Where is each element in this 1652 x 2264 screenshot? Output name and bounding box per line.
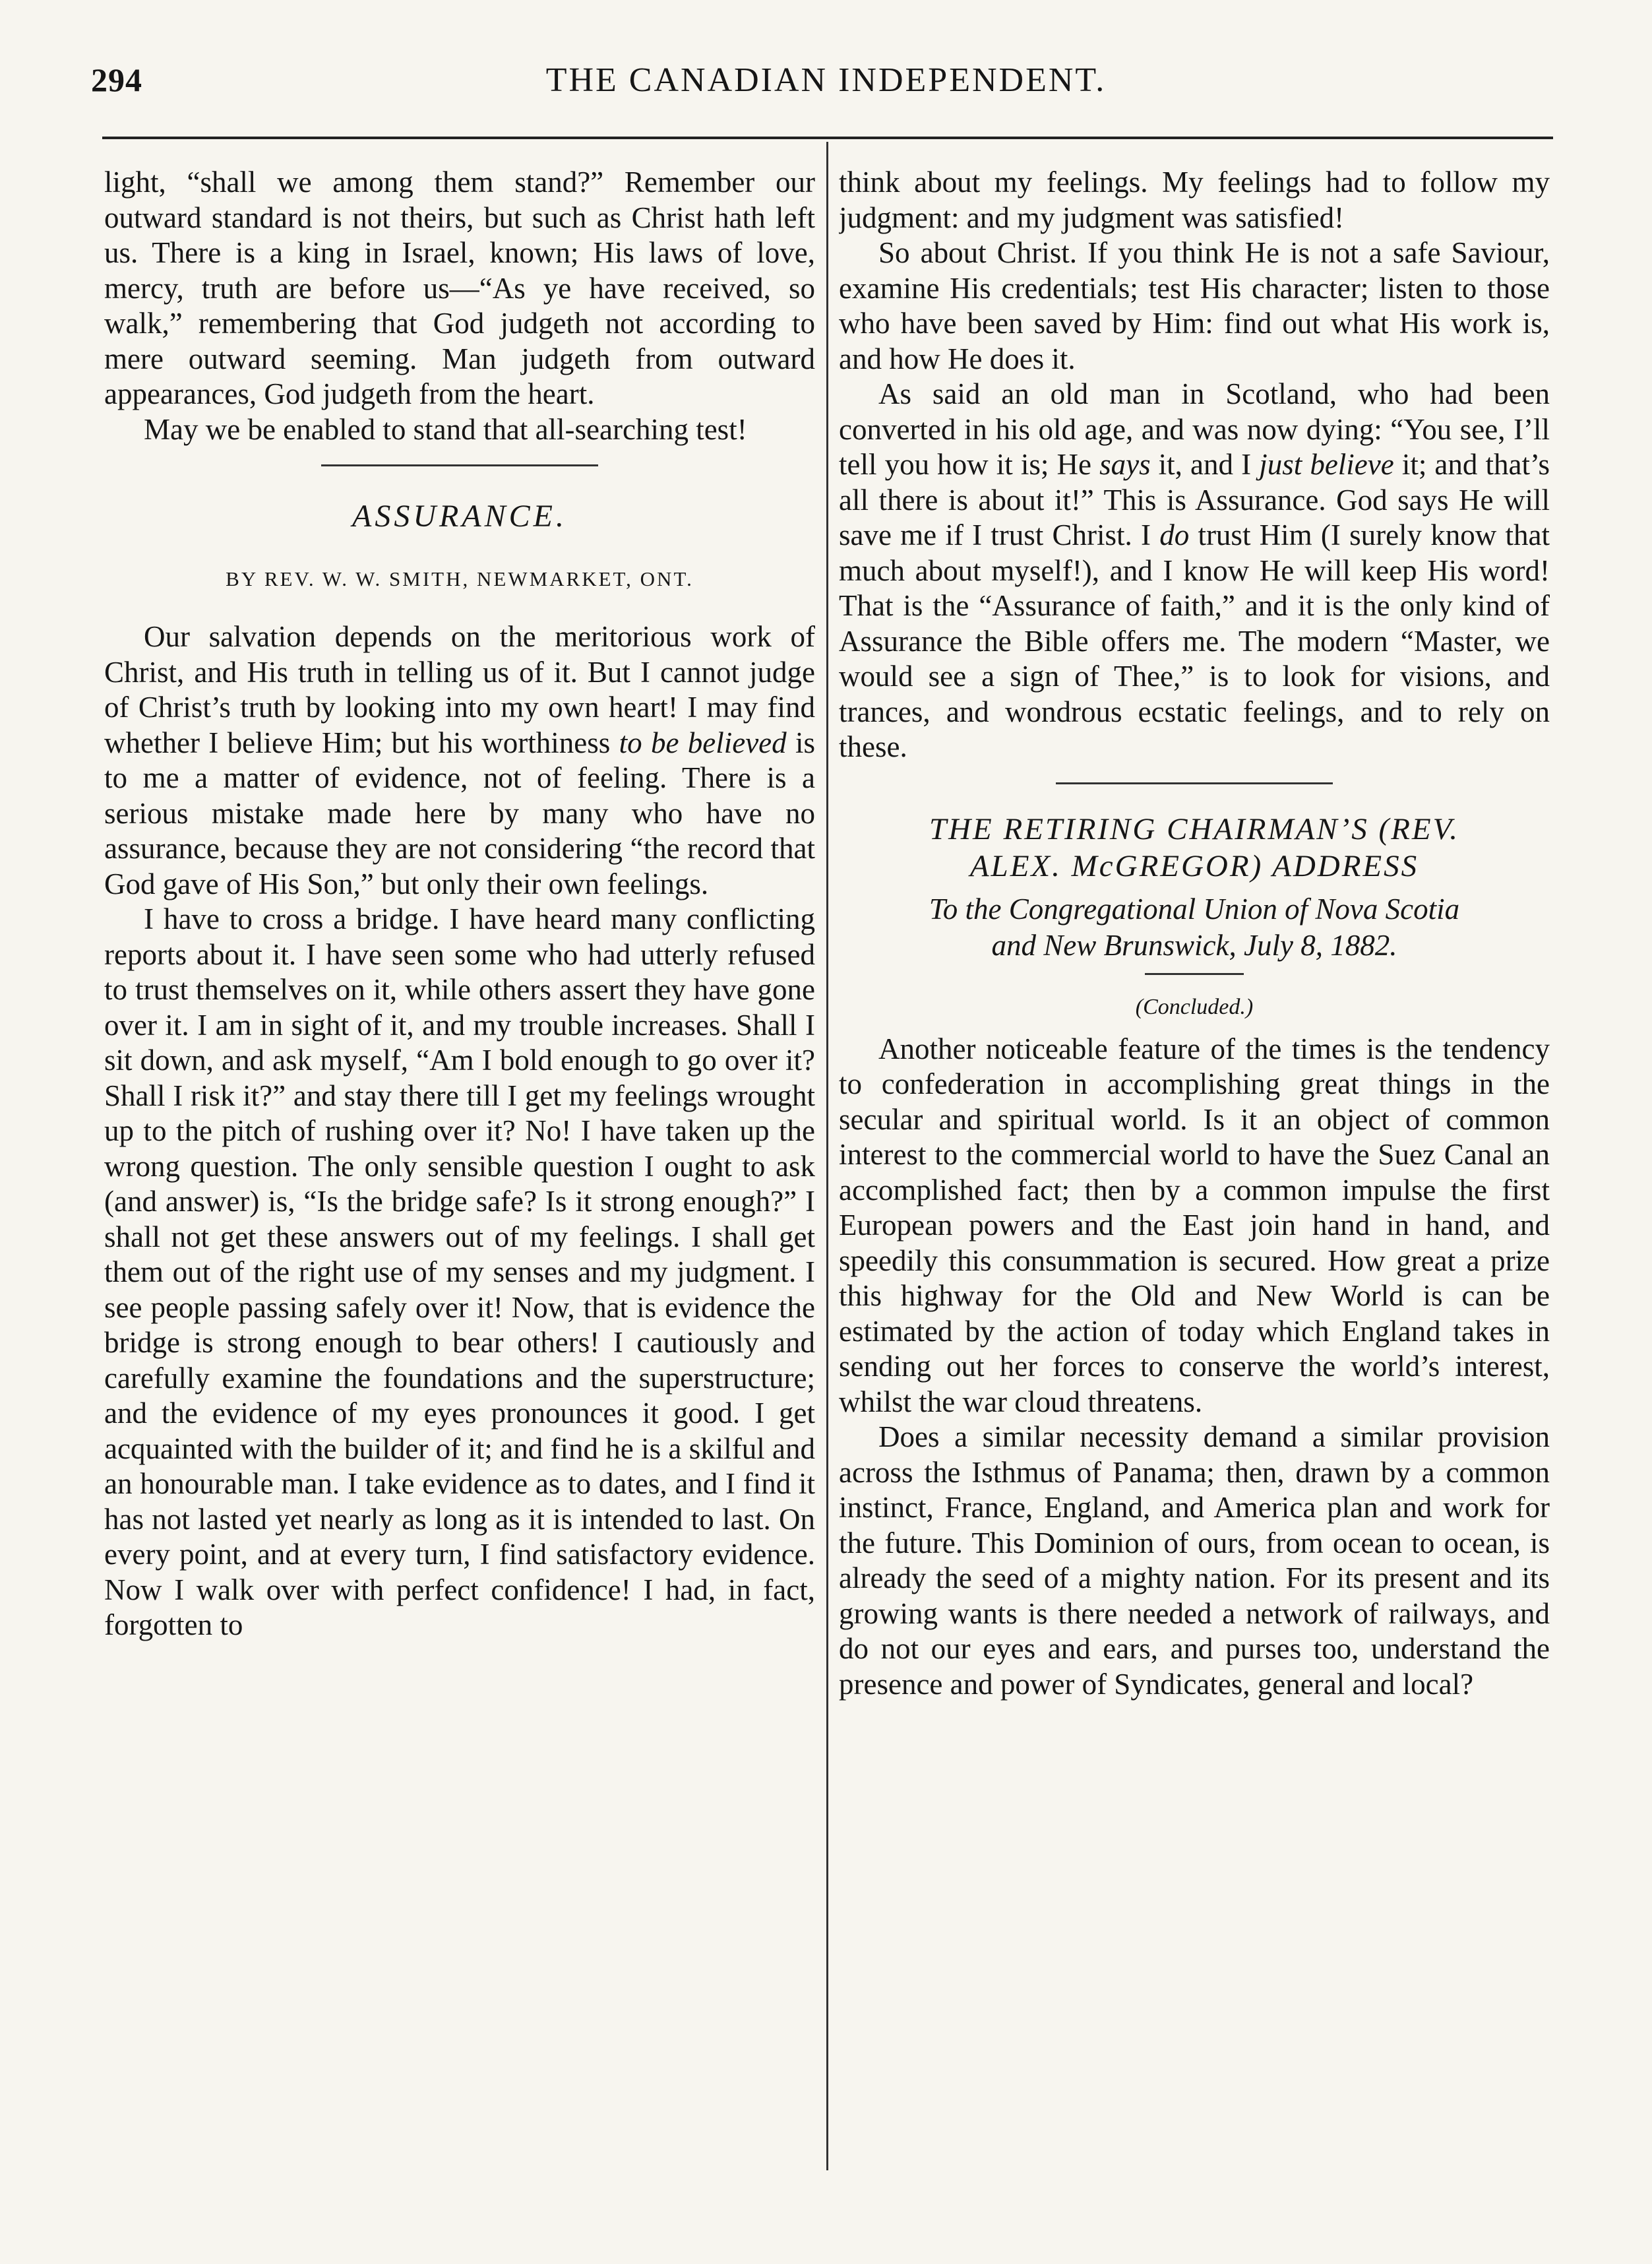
paragraph: So about Christ. If you think He is not a safe Saviour, examine His credentials; test His character; listen to those who have been saved by Him: find out what His work is, and how He does it. bbox=[839, 236, 1550, 375]
paragraph bbox=[104, 619, 815, 902]
paragraph: I have to cross a bridge. I have heard many conflicting reports about it. I have seen some who had utterly refused to trust themselves on it, while others assert they have gone over it. I am in sight of it, and my trouble increases. Shall I sit down, and ask myself, “Am I bold enough to go over it? Shall I risk it?” and stay there till I get my feelings wrought up to the pitch of rushing over it? No! I have taken up the wrong question. The only sensible question I ought to ask (and answer) is, “Is the bridge safe? Is it strong enough?” I shall not get these answers out of my feelings. I shall get them out of the right use of my senses and my judgment. I see people passing safely over it! Now, that is evidence the bridge is strong enough to bear others! I cautiously and carefully examine the foundations and the superstructure; and the evidence of my eyes pronounces it good. I get acquainted with the builder of it; and find he is a skilful and an honourable man. I take evidence as to dates, and I find it has not lasted yet nearly as long as it is intended to last. On every point, and at every turn, I find satisfactory evidence. Now I walk over with perfect confidence! I had, in fact, forgotten to bbox=[104, 902, 815, 1641]
article-title-line: ALEX. McGREGOR) ADDRESS bbox=[969, 848, 1419, 883]
paragraph: May we be enabled to stand that all-searching test! bbox=[144, 412, 747, 446]
text-run: trust Him (I surely know that much about myself!), and I know He will keep His word! That is the “Assurance of faith,” and it is the only kind of Assurance the Bible offers me. The modern “Master, we would see a sign of Thee,” is to look for visions, and trances, and wondrous ecstatic feelings, and to rely on these. bbox=[839, 519, 1550, 763]
column-rule bbox=[826, 142, 828, 2170]
section-rule bbox=[1145, 973, 1244, 975]
left-column bbox=[104, 165, 815, 2184]
page-number: 294 bbox=[91, 61, 142, 98]
text-run: it, and I bbox=[1150, 448, 1260, 481]
header-rule bbox=[102, 137, 1553, 139]
article-subtitle-line: and New Brunswick, July 8, 1882. bbox=[991, 928, 1397, 962]
emphasis: do bbox=[1159, 519, 1190, 551]
text-run: is to me a matter of evidence, not of feeling. There is a serious mistake made here by many who have no assurance, because they are not considering “the record that God gave of His Son,” but only their own feelings. bbox=[104, 726, 815, 900]
right-column bbox=[839, 165, 1550, 2184]
paragraph: think about my feelings. My feelings had to follow my judgment: and my judgment was satisfied! bbox=[839, 166, 1550, 234]
text-run: it; and that’s all there is about it!” This is Assurance. God says He will save me if I trust Christ. I bbox=[839, 448, 1550, 551]
article-subtitle-line: To the Congregational Union of Nova Scotia bbox=[929, 892, 1460, 926]
section-rule bbox=[1056, 782, 1333, 784]
section-rule bbox=[321, 464, 598, 466]
paragraph bbox=[839, 377, 1550, 765]
emphasis: says bbox=[1099, 448, 1151, 481]
concluded-note: (Concluded.) bbox=[1135, 994, 1254, 1019]
text-run: Our salvation depends on the meritorious work of Christ, and His truth in telling us of it. But I cannot judge of Christ’s truth by looking into my own heart! I may find whether I believe Him; but his worthiness bbox=[104, 620, 815, 759]
paragraph: light, “shall we among them stand?” Remember our outward standard is not theirs, but such as Christ hath left us. There is a king in Israel, known; His laws of love, mercy, truth are before us—“As ye have received, so walk,” remembering that God judgeth not according to mere outward seeming. Man judgeth from outward appearances, God judgeth from the heart. bbox=[104, 166, 815, 410]
article-title bbox=[839, 811, 1550, 885]
article-title-line: THE RETIRING CHAIRMAN’S (REV. bbox=[929, 811, 1460, 846]
article-subtitle bbox=[839, 891, 1550, 964]
paragraph: Another noticeable feature of the times is the tendency to confederation in accomplishing great things in the secular and spiritual world. Is it an object of common interest to the commercial world to have the Suez Canal an accomplished fact; then by a common impulse the first European powers and the East join hand in hand, and speedily this consummation is secured. How great a prize this highway for the Old and New World is can be estimated by the action of today which England takes in sending out her forces to conserve the world’s interest, whilst the war cloud threatens. bbox=[839, 1032, 1550, 1418]
paragraph: Does a similar necessity demand a similar provision across the Isthmus of Panama; then, drawn by a common instinct, France, England, and America plan and work for the future. This Dominion of ours, from ocean to ocean, is already the seed of a mighty nation. For its present and its growing wants is there needed a network of railways, and do not our eyes and ears, and purses too, understand the presence and power of Syndicates, general and local? bbox=[839, 1420, 1550, 1701]
article-title: ASSURANCE. bbox=[352, 499, 567, 534]
text-run: As said an old man in Scotland, who had been converted in his old age, and was now dying: “You see, I’ll tell you how it is; He bbox=[839, 377, 1550, 481]
emphasis: just believe bbox=[1259, 448, 1394, 481]
article-byline: BY REV. W. W. SMITH, NEWMARKET, ONT. bbox=[226, 567, 694, 590]
emphasis: to be believed bbox=[619, 726, 787, 759]
page-header-title: THE CANADIAN INDEPENDENT. bbox=[545, 61, 1107, 99]
